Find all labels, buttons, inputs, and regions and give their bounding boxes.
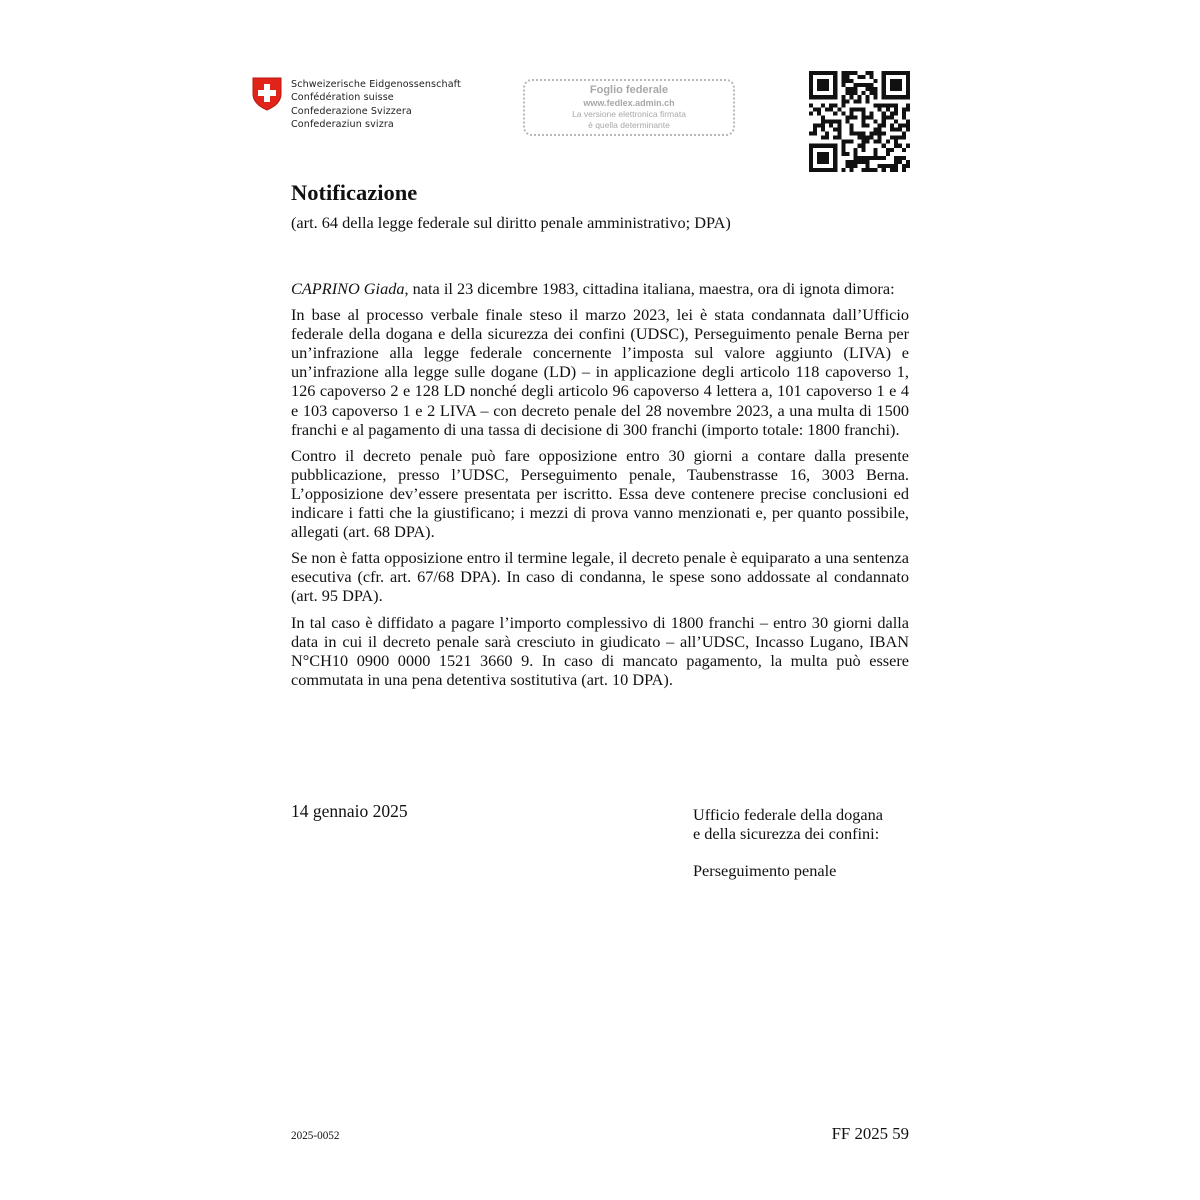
body-paragraph-3: Se non è fatta opposizione entro il termine legale, il decreto penale è equiparato a una sentenza esecutiva (cfr. art. 67/68 DPA). In caso di condanna, le spese sono addossate al condannato (art. 95 DPA). xyxy=(291,548,909,606)
body-paragraph-4: In tal caso è diffidato a pagare l’importo complessivo di 1800 franchi – entro 30 giorni dalla data in cui il decreto penale sarà cresciuto in giudicato – all’UDSC, Incasso Lugano, IBAN N°CH10 0900 0000 1521 3660 9. In caso di mancato pagamento, la multa può essere commutata in una pena detentiva sostitutiva (art. 10 DPA). xyxy=(291,612,909,689)
body-paragraph-1: In base al processo verbale finale steso il marzo 2023, lei è stata condannata dall’Ufficio federale della dogana e della sicurezza dei confini (UDSC), Perseguimento penale Berna per un’infrazione alla legge federale concernente l’imposta sul valore aggiunto (LIVA) e un’infrazione alla legge sulle dogane (LD) – in applicazione degli articolo 118 capoverso 1, 126 capoverso 2 e 128 LD nonché degli articolo 96 capoverso 4 lettera a, 101 capoverso 1 e 4 e 103 capoverso 1 e 2 LIVA – con decreto penale del 28 novembre 2023, a una multa di 1500 franchi e al pagamento di una tassa di decisione di 300 franchi (importo totale: 1800 franchi). xyxy=(291,305,909,439)
confederation-name-it: Confederazione Svizzera xyxy=(291,105,412,117)
stamp-line-2: è quella determinante xyxy=(588,119,670,130)
swiss-cross-shield-icon xyxy=(252,77,282,111)
signatory-line-1: Ufficio federale della dogana xyxy=(693,805,884,824)
document-date: 14 gennaio 2025 xyxy=(291,801,408,821)
notification-body xyxy=(291,279,909,696)
signatory-block xyxy=(693,805,883,880)
stamp-line-1: La versione elettronica firmata xyxy=(572,109,686,119)
stamp-title: Foglio federale xyxy=(589,84,669,96)
qr-code-icon xyxy=(809,71,910,172)
signatory-unit: Perseguimento penale xyxy=(693,861,837,880)
confederation-name-fr: Confédération suisse xyxy=(291,92,394,104)
body-paragraph-2: Contro il decreto penale può fare opposizione entro 30 giorni a contare dalla presente pubblicazione, presso l’UDSC, Perseguimento penale, Taubenstrasse 16, 3003 Berna. L’opposizione dev’essere presentata per iscritto. Essa deve contenere precise conclusioni ed indicare i fatti che la giustificano; i mezzi di prova vanno menzionati e, per quanto possibile, allegati (art. 68 DPA). xyxy=(291,445,909,542)
stamp-url: www.fedlex.admin.ch xyxy=(583,98,675,108)
confederation-name-de: Schweizerische Eidgenossenschaft xyxy=(291,79,461,90)
confederation-names xyxy=(291,78,461,131)
confederation-name-rm: Confederaziun svizra xyxy=(291,118,394,130)
person-name: CAPRINO Giada xyxy=(291,279,405,298)
person-details: , nata il 23 dicembre 1983, cittadina italiana, maestra, ora di ignota dimora: xyxy=(404,279,895,298)
publication-reference: FF 2025 59 xyxy=(831,1124,909,1143)
fedlex-stamp xyxy=(523,79,735,136)
page-title: Notificazione xyxy=(291,180,418,205)
page-subtitle: (art. 64 della legge federale sul diritto penale amministrativo; DPA) xyxy=(291,213,731,232)
signatory-line-2: e della sicurezza dei confini: xyxy=(693,824,880,843)
addressee-paragraph xyxy=(291,279,909,298)
document-number: 2025-0052 xyxy=(291,1130,340,1142)
